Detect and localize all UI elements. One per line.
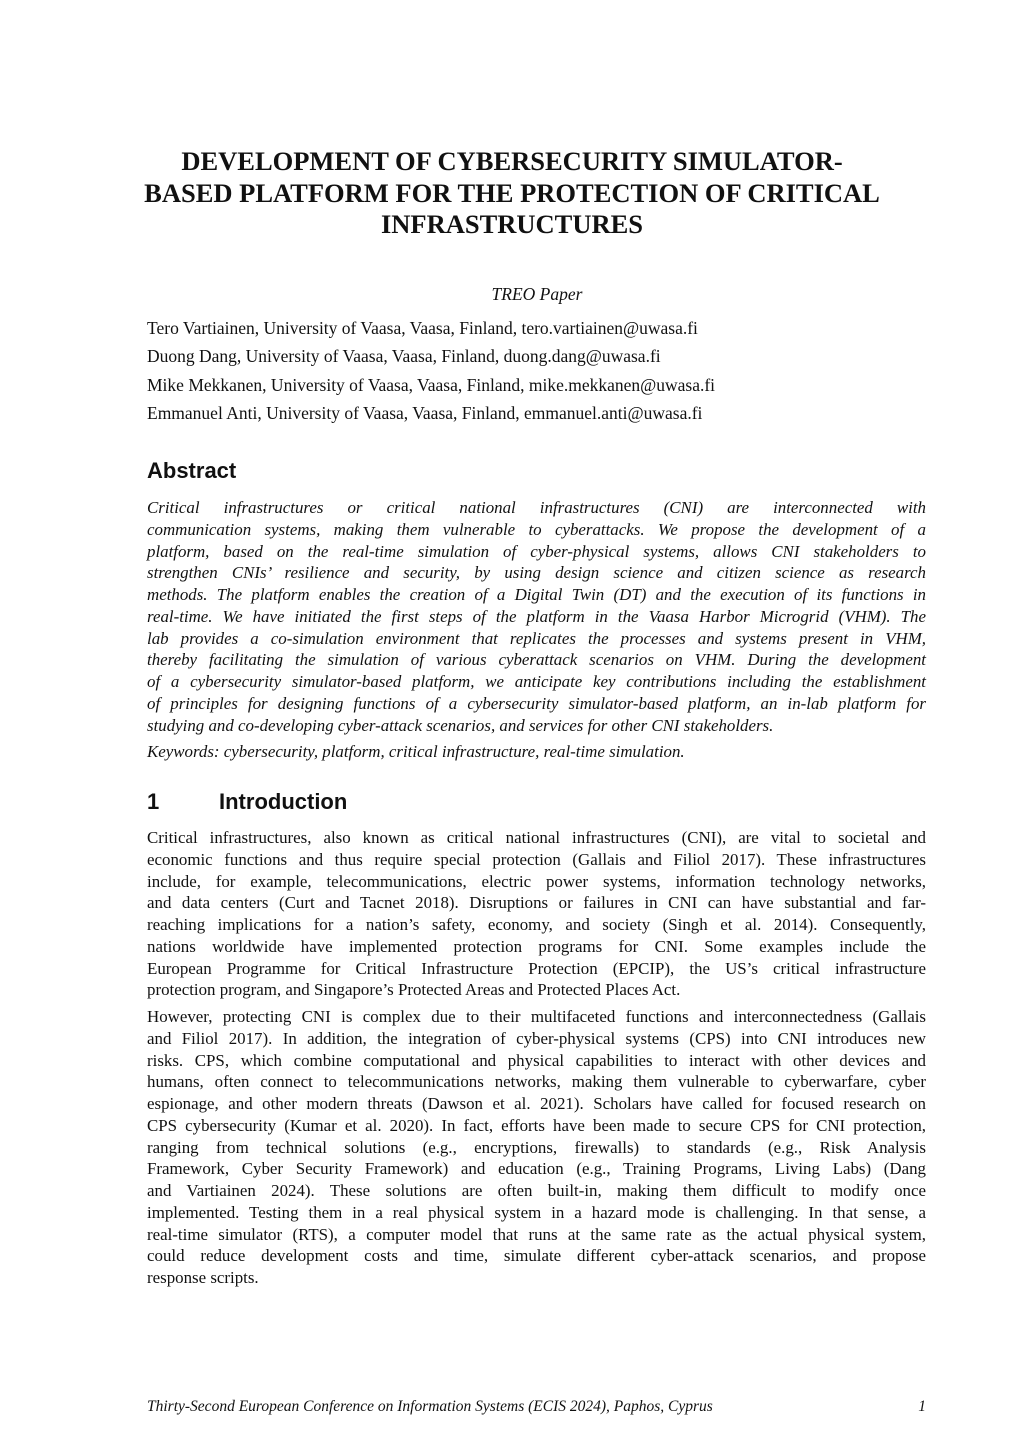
text-line: real-time simulator (RTS), a computer model that runs at the same rate as the actual physical system, — [147, 1224, 926, 1244]
abstract-text — [147, 497, 926, 736]
text-line: thereby facilitating the simulation of various cyberattack scenarios on VHM. During the development — [147, 650, 926, 670]
section-heading: Introduction — [219, 789, 348, 814]
text-line: European Programme for Critical Infrastructure Protection (EPCIP), the US’s critical infrastructure — [147, 958, 926, 978]
author: Emmanuel Anti, University of Vaasa, Vaasa, Finland, emmanuel.anti@uwasa.fi — [147, 402, 703, 423]
text-line: humans, often connect to telecommunications networks, making them vulnerable to cyberwarfare, cyber — [147, 1072, 926, 1092]
text-line: and Vartiainen 2024). These solutions are often built-in, making them difficult to modify once — [147, 1181, 926, 1200]
text-line: strengthen CNIs’ resilience and security, by using design science and citizen science as research — [147, 563, 926, 583]
abstract-heading: Abstract — [147, 458, 237, 483]
text-line: and data centers (Curt and Tacnet 2018). Disruptions or failures in CNI can have substantial and far- — [147, 893, 926, 913]
paper-title — [100, 146, 924, 241]
title-line: BASED PLATFORM FOR THE PROTECTION OF CRITICAL — [144, 177, 880, 208]
author: Mike Mekkanen, University of Vaasa, Vaasa, Finland, mike.mekkanen@uwasa.fi — [147, 374, 716, 395]
text-line: Critical infrastructures, also known as critical national infrastructures (CNI), are vital to societal and — [147, 828, 926, 847]
page-number: 1 — [918, 1398, 926, 1415]
keywords: Keywords: cybersecurity, platform, critical infrastructure, real-time simulation. — [147, 742, 685, 761]
text-line: protection program, and Singapore’s Protected Areas and Protected Places Act. — [147, 980, 681, 1000]
text-line: studying and co-developing cyber-attack scenarios, and services for other CNI stakeholders. — [147, 715, 774, 735]
author: Tero Vartiainen, University of Vaasa, Vaasa, Finland, tero.vartiainen@uwasa.fi — [147, 318, 698, 338]
text-line: methods. The platform enables the creation of a Digital Twin (DT) and the execution of its functions in — [147, 585, 926, 604]
text-line: could reduce development costs and time, simulate different cyber-attack scenarios, and propose — [147, 1246, 926, 1266]
text-line: implemented. Testing them in a real physical system in a hazard mode is challenging. In that sense, a — [147, 1202, 926, 1222]
title-line: DEVELOPMENT OF CYBERSECURITY SIMULATOR- — [181, 146, 843, 176]
paper-type: TREO Paper — [491, 284, 583, 304]
text-line: economic functions and thus require special protection (Gallais and Filiol 2017). These infrastructures — [147, 849, 926, 869]
text-line: reaching implications for a nation’s safety, economy, and society (Singh et al. 2014). Consequently, — [147, 915, 926, 934]
text-line: and Filiol 2017). In addition, the integration of cyber-physical systems (CPS) into CNI introduces new — [147, 1028, 926, 1048]
title-line: INFRASTRUCTURES — [380, 209, 644, 239]
text-line: of a cybersecurity simulator-based platform, we anticipate key contributions including the establishment — [147, 672, 926, 691]
text-line: CPS cybersecurity (Kumar et al. 2020). In fact, efforts have been made to secure CPS for CNI protection, — [147, 1115, 926, 1135]
text-line: espionage, and other modern threats (Dawson et al. 2021). Scholars have called for focused research on — [147, 1094, 926, 1113]
text-line: Critical infrastructures or critical national infrastructures (CNI) are interconnected with — [147, 498, 926, 517]
intro-paragraph-1 — [147, 827, 926, 1001]
text-line: However, protecting CNI is complex due to their multifaceted functions and interconnectedness (Gallais — [147, 1007, 926, 1026]
text-line: communication systems, making them vulnerable to cyberattacks. We propose the development of a — [147, 519, 926, 539]
conference-name: Thirty-Second European Conference on Information Systems (ECIS 2024), Paphos, Cyprus — [147, 1398, 713, 1415]
text-line: ranging from technical solutions (e.g., encryptions, firewalls) to standards (e.g., Risk Analysis — [147, 1137, 926, 1157]
page-footer — [147, 1398, 926, 1416]
text-line: risks. CPS, which combine computational and physical capabilities to interact with other devices and — [147, 1050, 926, 1070]
intro-paragraph-2 — [147, 1006, 926, 1289]
section-number: 1 — [147, 789, 160, 814]
text-line: platform, based on the real-time simulation of cyber-physical systems, allows CNI stakeholders to — [147, 541, 926, 561]
text-line: nations worldwide have implemented protection programs for CNI. Some examples include the — [147, 936, 926, 956]
text-line: response scripts. — [147, 1268, 259, 1287]
text-line: of principles for designing functions of a cybersecurity simulator-based platform, an in-lab platform for — [147, 693, 926, 713]
author-list — [147, 314, 715, 427]
text-line: Framework, Cyber Security Framework) and education (e.g., Training Programs, Living Labs) (Dang — [147, 1159, 926, 1179]
text-line: real-time. We have initiated the first steps of the platform in the Vaasa Harbor Microgrid (VHM). The — [147, 606, 926, 626]
text-line: include, for example, telecommunications, electric power systems, information technology networks, — [147, 871, 926, 891]
author: Duong Dang, University of Vaasa, Vaasa, Finland, duong.dang@uwasa.fi — [147, 346, 661, 367]
text-line: lab provides a co-simulation environment that replicates the processes and systems present in VHM, — [147, 628, 926, 648]
